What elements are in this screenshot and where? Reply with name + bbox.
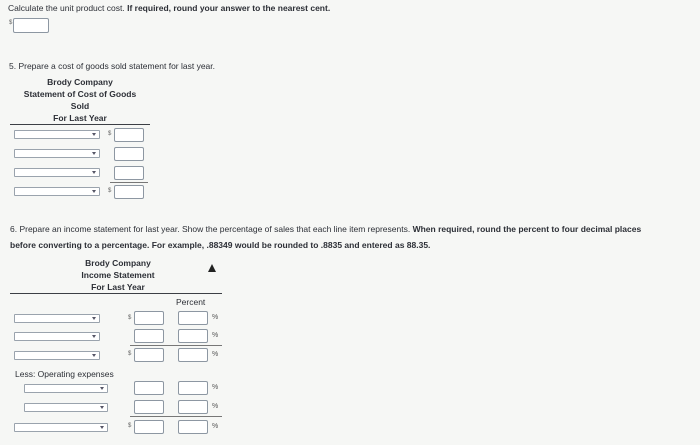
percent-column-header: Percent	[176, 297, 206, 307]
q5-title-line2: Sold	[70, 101, 90, 111]
chevron-down-icon	[92, 354, 96, 357]
chevron-down-icon	[92, 190, 96, 193]
chevron-down-icon	[100, 406, 104, 409]
percent-sign: %	[212, 332, 219, 339]
chevron-down-icon	[92, 317, 96, 320]
q6-final-select[interactable]	[14, 423, 108, 432]
percent-sign: %	[212, 423, 219, 430]
q6-prompt-bold: When required, round the percent to four decimal places	[412, 224, 642, 234]
percent-sign: %	[212, 314, 219, 321]
chevron-down-icon	[92, 171, 96, 174]
dollar-sign: $	[9, 20, 13, 26]
q6-expense1-select[interactable]	[24, 384, 108, 393]
q5-company: Brody Company	[47, 77, 113, 87]
q6-row1-amount[interactable]	[134, 311, 164, 325]
q6-row1-select[interactable]	[14, 314, 100, 323]
q6-header-rule	[10, 293, 222, 294]
q5-row4-select[interactable]	[14, 187, 100, 196]
dollar-sign: $	[108, 131, 112, 137]
chevron-down-icon	[100, 387, 104, 390]
q5-row2-amount[interactable]	[114, 147, 144, 161]
operating-expenses-label: Less: Operating expenses	[15, 369, 114, 379]
q6-period: For Last Year	[91, 282, 145, 292]
percent-sign: %	[212, 384, 219, 391]
q6-final-amount[interactable]	[134, 420, 164, 434]
percent-sign: %	[212, 403, 219, 410]
q6-row3-amount[interactable]	[134, 348, 164, 362]
chevron-down-icon	[92, 335, 96, 338]
unit-cost-instruction	[8, 3, 330, 13]
instruction-bold-text: If required, round your answer to the nearest cent.	[127, 3, 331, 13]
q6-final-percent[interactable]	[178, 420, 208, 434]
q6-expense-subtotal-rule	[130, 416, 222, 417]
q5-header-rule	[10, 124, 150, 125]
q6-row1-percent[interactable]	[178, 311, 208, 325]
q6-row2-percent[interactable]	[178, 329, 208, 343]
q5-row3-amount[interactable]	[114, 166, 144, 180]
q6-expense1-amount[interactable]	[134, 381, 164, 395]
chevron-down-icon	[100, 426, 104, 429]
q6-row3-select[interactable]	[14, 351, 100, 360]
q6-company: Brody Company	[85, 258, 151, 268]
mouse-cursor-icon	[208, 264, 216, 272]
q6-expense2-amount[interactable]	[134, 400, 164, 414]
chevron-down-icon	[92, 152, 96, 155]
q5-period: For Last Year	[53, 113, 107, 123]
q6-subtotal-rule	[130, 345, 222, 346]
q5-row4-amount[interactable]	[114, 185, 144, 199]
q5-row1-select[interactable]	[14, 130, 100, 139]
q6-prompt-text: 6. Prepare an income statement for last year. Show the percentage of sales that each line item represents.	[10, 224, 411, 234]
chevron-down-icon	[92, 133, 96, 136]
q5-row2-select[interactable]	[14, 149, 100, 158]
dollar-sign: $	[128, 315, 132, 321]
q6-row3-percent[interactable]	[178, 348, 208, 362]
unit-cost-input[interactable]	[13, 18, 49, 33]
dollar-sign: $	[128, 351, 132, 357]
q6-expense2-select[interactable]	[24, 403, 108, 412]
q6-prompt	[10, 224, 641, 234]
q6-title: Income Statement	[81, 270, 155, 280]
instruction-text: Calculate the unit product cost.	[8, 3, 125, 13]
q6-row2-amount[interactable]	[134, 329, 164, 343]
q5-row1-amount[interactable]	[114, 128, 144, 142]
q6-prompt-line2: before converting to a percentage. For example, .88349 would be rounded to .8835 and entered as 88.35.	[10, 240, 431, 250]
q5-prompt: 5. Prepare a cost of goods sold statement for last year.	[9, 61, 216, 71]
dollar-sign: $	[128, 423, 132, 429]
q5-subtotal-rule	[110, 182, 148, 183]
q5-row3-select[interactable]	[14, 168, 100, 177]
q6-row2-select[interactable]	[14, 332, 100, 341]
dollar-sign: $	[108, 188, 112, 194]
q6-expense2-percent[interactable]	[178, 400, 208, 414]
q6-expense1-percent[interactable]	[178, 381, 208, 395]
q5-title: Statement of Cost of Goods	[23, 89, 137, 99]
percent-sign: %	[212, 351, 219, 358]
